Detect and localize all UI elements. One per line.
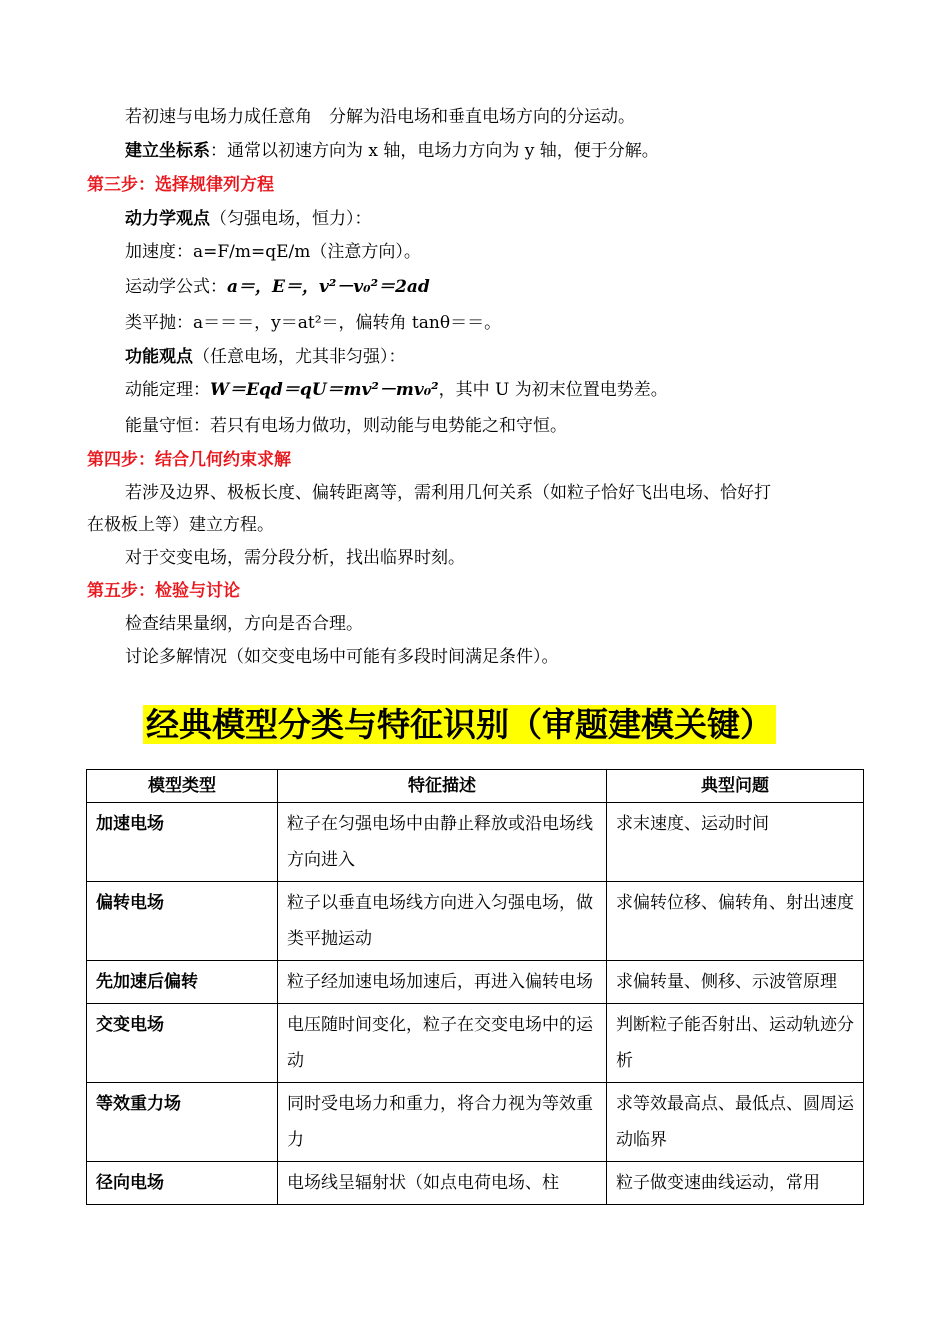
kinematics-formula: a＝，E＝，v²－v₀²＝2ad [227,277,430,297]
header-model-type: 模型类型 [87,770,278,803]
model-problems: 判断粒子能否射出、运动轨迹分析 [607,1004,864,1083]
model-features: 电场线呈辐射状（如点电荷电场、柱 [278,1162,607,1205]
table-row [87,882,864,961]
step3-heading: 第三步：选择规律列方程 [87,175,274,195]
model-features: 粒子经加速电场加速后，再进入偏转电场 [278,961,607,1004]
model-name: 加速电场 [87,803,278,882]
paragraph-alternating: 对于交变电场，需分段分析，找出临界时刻。 [125,548,465,568]
table-row [87,961,864,1004]
paragraph-kinetic-theorem [125,379,668,401]
table-row [87,1162,864,1205]
kinetic-formula: W＝Eqd＝qU＝mv²－mv₀² [210,380,439,400]
model-name: 先加速后偏转 [87,961,278,1004]
model-name: 交变电场 [87,1004,278,1083]
paragraph-geometry-2: 在极板上等）建立方程。 [87,515,274,535]
model-table [86,769,864,1205]
paragraph-check: 检查结果量纲，方向是否合理。 [125,614,363,634]
model-features: 同时受电场力和重力，将合力视为等效重力 [278,1083,607,1162]
paragraph-geometry-1: 若涉及边界、极板长度、偏转距离等，需利用几何关系（如粒子恰好飞出电场、恰好打 [125,483,771,503]
kinetic-text: ，其中 U 为初末位置电势差。 [438,380,668,400]
model-features: 电压随时间变化，粒子在交变电场中的运动 [278,1004,607,1083]
step4-heading: 第四步：结合几何约束求解 [87,450,291,470]
header-features: 特征描述 [278,770,607,803]
header-typical-problems: 典型问题 [607,770,864,803]
projectile-label: 类平抛： [125,313,193,333]
term-dynamics: 动力学观点 [125,209,210,229]
paragraph-discuss: 讨论多解情况（如交变电场中可能有多段时间满足条件）。 [125,647,559,667]
table-row [87,1083,864,1162]
section-title-wrap [143,703,776,747]
model-problems: 求末速度、运动时间 [607,803,864,882]
table-row [87,1004,864,1083]
model-problems: 求偏转量、侧移、示波管原理 [607,961,864,1004]
model-name: 等效重力场 [87,1083,278,1162]
step5-heading: 第五步：检验与讨论 [87,581,240,601]
paragraph-coordinate [125,140,659,162]
model-problems: 粒子做变速曲线运动，常用 [607,1162,864,1205]
kinetic-label: 动能定理： [125,380,210,400]
paragraph-decompose: 若初速与电场力成任意角 分解为沿电场和垂直电场方向的分运动。 [125,107,635,127]
paragraph-acceleration: 加速度：a=F/m=qE/m（注意方向）。 [125,242,421,262]
energy-view-text: （任意电场，尤其非匀强）： [193,347,406,367]
paragraph-dynamics [125,208,372,230]
dynamics-text: （匀强电场，恒力）： [210,209,372,229]
paragraph-kinematics [125,276,430,298]
model-problems: 求偏转位移、偏转角、射出速度 [607,882,864,961]
term-energy-view: 功能观点 [125,347,193,367]
kinematics-label: 运动学公式： [125,277,227,297]
model-name: 径向电场 [87,1162,278,1205]
model-features: 粒子以垂直电场线方向进入匀强电场，做类平抛运动 [278,882,607,961]
table-row [87,803,864,882]
term-coordinate: 建立坐标系 [125,141,210,161]
model-name: 偏转电场 [87,882,278,961]
paragraph-projectile [125,312,501,334]
paragraph-conservation: 能量守恒：若只有电场力做功，则动能与电势能之和守恒。 [125,416,567,436]
coordinate-text: ：通常以初速方向为 x 轴，电场力方向为 y 轴，便于分解。 [210,141,659,161]
model-features: 粒子在匀强电场中由静止释放或沿电场线方向进入 [278,803,607,882]
projectile-formula: a＝＝＝，y＝at²＝，偏转角 tanθ＝＝。 [193,313,502,333]
paragraph-energy-view [125,346,406,368]
section-title: 经典模型分类与特征识别（审题建模关键） [143,705,776,744]
model-problems: 求等效最高点、最低点、圆周运动临界 [607,1083,864,1162]
table-header-row [87,770,864,803]
